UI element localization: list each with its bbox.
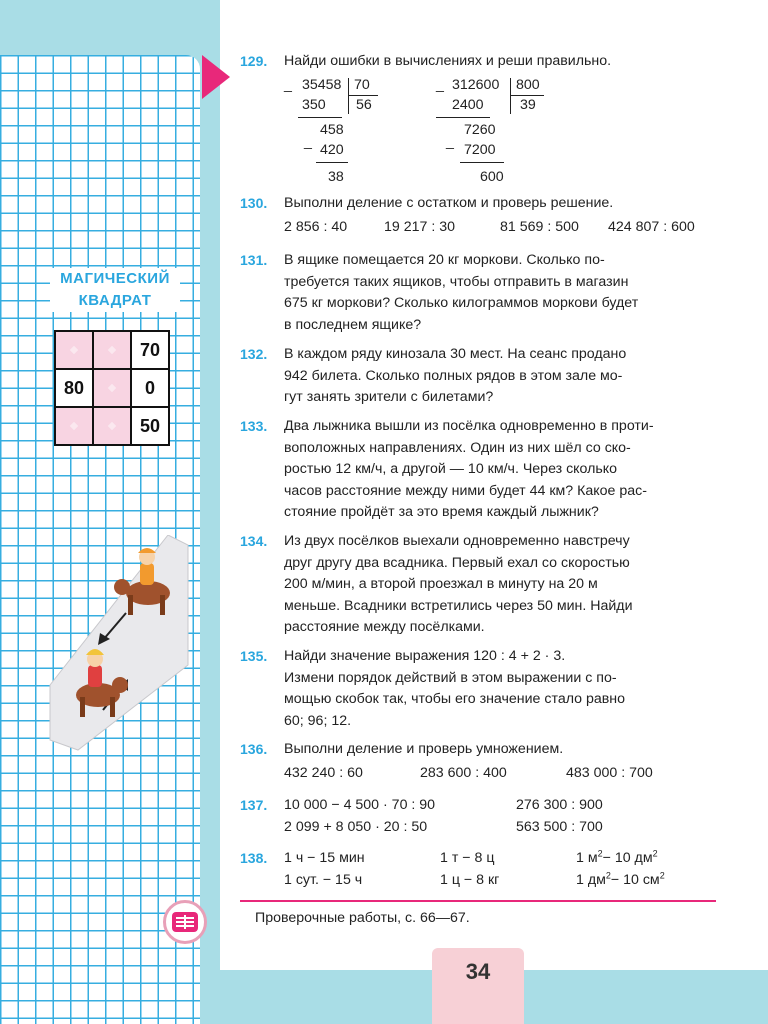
partial-dividend: 7260 bbox=[464, 122, 496, 138]
task-136 bbox=[240, 739, 720, 784]
dividend: 312600 bbox=[452, 77, 500, 93]
task-line: Найди значение выражения 120 : 4 + 2 · 3. bbox=[284, 648, 566, 664]
expression: 10 000 − 4 500 · 70 : 90 bbox=[284, 797, 436, 813]
task-number: 137. bbox=[240, 797, 268, 813]
task-line: Измени порядок действий в этом выражении с по- bbox=[284, 669, 617, 686]
expression: 1 сут. − 15 ч bbox=[284, 871, 363, 888]
quotient: 39 bbox=[520, 97, 536, 113]
task-number: 135. bbox=[240, 648, 268, 664]
pointer-triangle-icon bbox=[202, 55, 230, 99]
task-line: требуется таких ящиков, чтобы отправить в магазин bbox=[284, 273, 629, 290]
task-text: Найди ошибки в вычислениях и реши правильно. bbox=[284, 53, 612, 69]
task-134 bbox=[240, 531, 720, 639]
task-line: 60; 96; 12. bbox=[284, 712, 352, 729]
magic-cell bbox=[56, 408, 92, 444]
magic-cell bbox=[94, 408, 130, 444]
task-line: 942 билета. Сколько полных рядов в этом зале мо- bbox=[284, 367, 623, 384]
expression: 1 т − 8 ц bbox=[440, 850, 495, 866]
task-130 bbox=[240, 193, 720, 238]
expression-row bbox=[284, 870, 720, 892]
expression: 1 ц − 8 кг bbox=[440, 871, 500, 888]
expression: 283 600 : 400 bbox=[420, 764, 507, 781]
task-129 bbox=[240, 51, 720, 73]
expression-row bbox=[284, 795, 720, 817]
task-line: мощью скобок так, чтобы его значение стало равно bbox=[284, 691, 626, 707]
magic-cell: 0 bbox=[132, 370, 168, 406]
magic-square-title-line1: МАГИЧЕСКИЙ bbox=[60, 270, 170, 287]
expression: 81 569 : 500 bbox=[500, 218, 579, 235]
page-number: 34 bbox=[432, 948, 524, 1024]
expression-area: 1 $дм^2- 10$ $см^2$ bbox=[576, 869, 665, 888]
task-text: Выполни деление и проверь умножением. bbox=[284, 741, 564, 757]
remainder: 600 bbox=[480, 169, 504, 185]
task-number: 132. bbox=[240, 346, 268, 362]
task-number: 138. bbox=[240, 850, 268, 866]
expression: 432 240 : 60 bbox=[284, 764, 363, 781]
expression-area: 1 $м^2- 10$ $дм^2$ bbox=[576, 848, 658, 866]
dividend: 35458 bbox=[302, 77, 342, 93]
expression: 19 217 : 30 bbox=[384, 218, 455, 235]
task-number: 136. bbox=[240, 741, 268, 757]
expression-row bbox=[284, 763, 720, 785]
task-line: друг другу два всадника. Первый ехал со скоростью bbox=[284, 554, 630, 571]
task-number: 134. bbox=[240, 533, 268, 549]
task-133 bbox=[240, 416, 720, 524]
subtrahend: 350 bbox=[302, 97, 326, 113]
task-line: в последнем ящике? bbox=[284, 316, 422, 333]
task-line: гут занять зрители с билетами? bbox=[284, 389, 494, 405]
long-division-2: _ 312600 800 2400 39 7260 _ 7200 600 bbox=[436, 76, 566, 188]
magic-square-title-line2: КВАДРАТ bbox=[78, 292, 152, 309]
task-131 bbox=[240, 250, 720, 336]
expression: 1 ч − 15 мин bbox=[284, 850, 365, 866]
task-text: Выполни деление с остатком и проверь решение. bbox=[284, 195, 614, 211]
task-line: В ящике помещается 20 кг моркови. Сколько по- bbox=[284, 252, 605, 268]
task-132 bbox=[240, 344, 720, 409]
task-number: 130. bbox=[240, 195, 268, 211]
task-line: стояние пройдёт за это время каждый лыжник? bbox=[284, 504, 599, 520]
task-line: В каждом ряду кинозала 30 мест. На сеанс продано bbox=[284, 346, 627, 362]
task-137 bbox=[240, 795, 720, 838]
magic-cell: 80 bbox=[56, 370, 92, 406]
expression: 563 500 : 700 bbox=[516, 818, 603, 835]
expression-row bbox=[284, 217, 720, 239]
expression: 276 300 : 900 bbox=[516, 797, 603, 813]
task-line: Два лыжника вышли из посёлка одновременно в проти- bbox=[284, 418, 654, 434]
subtrahend: 7200 bbox=[464, 142, 496, 158]
partial-dividend: 458 bbox=[320, 122, 344, 138]
task-line: ростью 12 км/ч, а другой — 10 км/ч. Через сколько bbox=[284, 461, 618, 477]
magic-cell bbox=[94, 332, 130, 368]
subtrahend: 2400 bbox=[452, 97, 484, 113]
divisor: 800 bbox=[516, 77, 540, 93]
magic-cell bbox=[56, 332, 92, 368]
footer-divider bbox=[240, 900, 716, 902]
divisor: 70 bbox=[354, 77, 370, 93]
task-line: меньше. Всадники встретились через 50 мин. Найди bbox=[284, 597, 633, 614]
long-division-1: _ 35458 70 350 56 458 _ 420 38 bbox=[284, 76, 404, 188]
task-number: 133. bbox=[240, 418, 268, 434]
footer-reference: Проверочные работы, с. 66—67. bbox=[255, 910, 470, 926]
task-line: 675 кг моркови? Сколько килограммов моркови будет bbox=[284, 295, 639, 311]
magic-square bbox=[54, 330, 170, 446]
magic-cell: 70 bbox=[132, 332, 168, 368]
expression: 2 856 : 40 bbox=[284, 218, 348, 235]
road-shape bbox=[50, 535, 188, 750]
task-line: часов расстояние между ними будет 44 км? Какое рас- bbox=[284, 482, 647, 499]
riders-illustration bbox=[48, 535, 198, 755]
subtrahend: 420 bbox=[320, 142, 344, 158]
task-line: расстояние между посёлками. bbox=[284, 619, 485, 635]
task-line: воположных направлениях. Один из них шёл со ско- bbox=[284, 439, 631, 456]
remainder: 38 bbox=[328, 169, 344, 185]
task-line: 200 м/мин, а второй проезжал в минуту на 20 м bbox=[284, 576, 598, 592]
task-138 bbox=[240, 848, 720, 891]
quotient: 56 bbox=[356, 97, 372, 113]
magic-square-title bbox=[50, 268, 180, 312]
task-line: Из двух посёлков выехали одновременно навстречу bbox=[284, 533, 630, 549]
magic-cell: 50 bbox=[132, 408, 168, 444]
expression: 2 099 + 8 050 · 20 : 50 bbox=[284, 818, 428, 835]
expression: 424 807 : 600 bbox=[608, 218, 695, 235]
expression-row bbox=[284, 817, 720, 839]
magic-cell bbox=[94, 370, 130, 406]
task-135 bbox=[240, 646, 720, 732]
book-icon[interactable] bbox=[163, 900, 207, 944]
task-number: 131. bbox=[240, 252, 268, 268]
task-number: 129. bbox=[240, 53, 268, 69]
expression: 483 000 : 700 bbox=[566, 764, 653, 781]
expression-row bbox=[284, 848, 720, 870]
